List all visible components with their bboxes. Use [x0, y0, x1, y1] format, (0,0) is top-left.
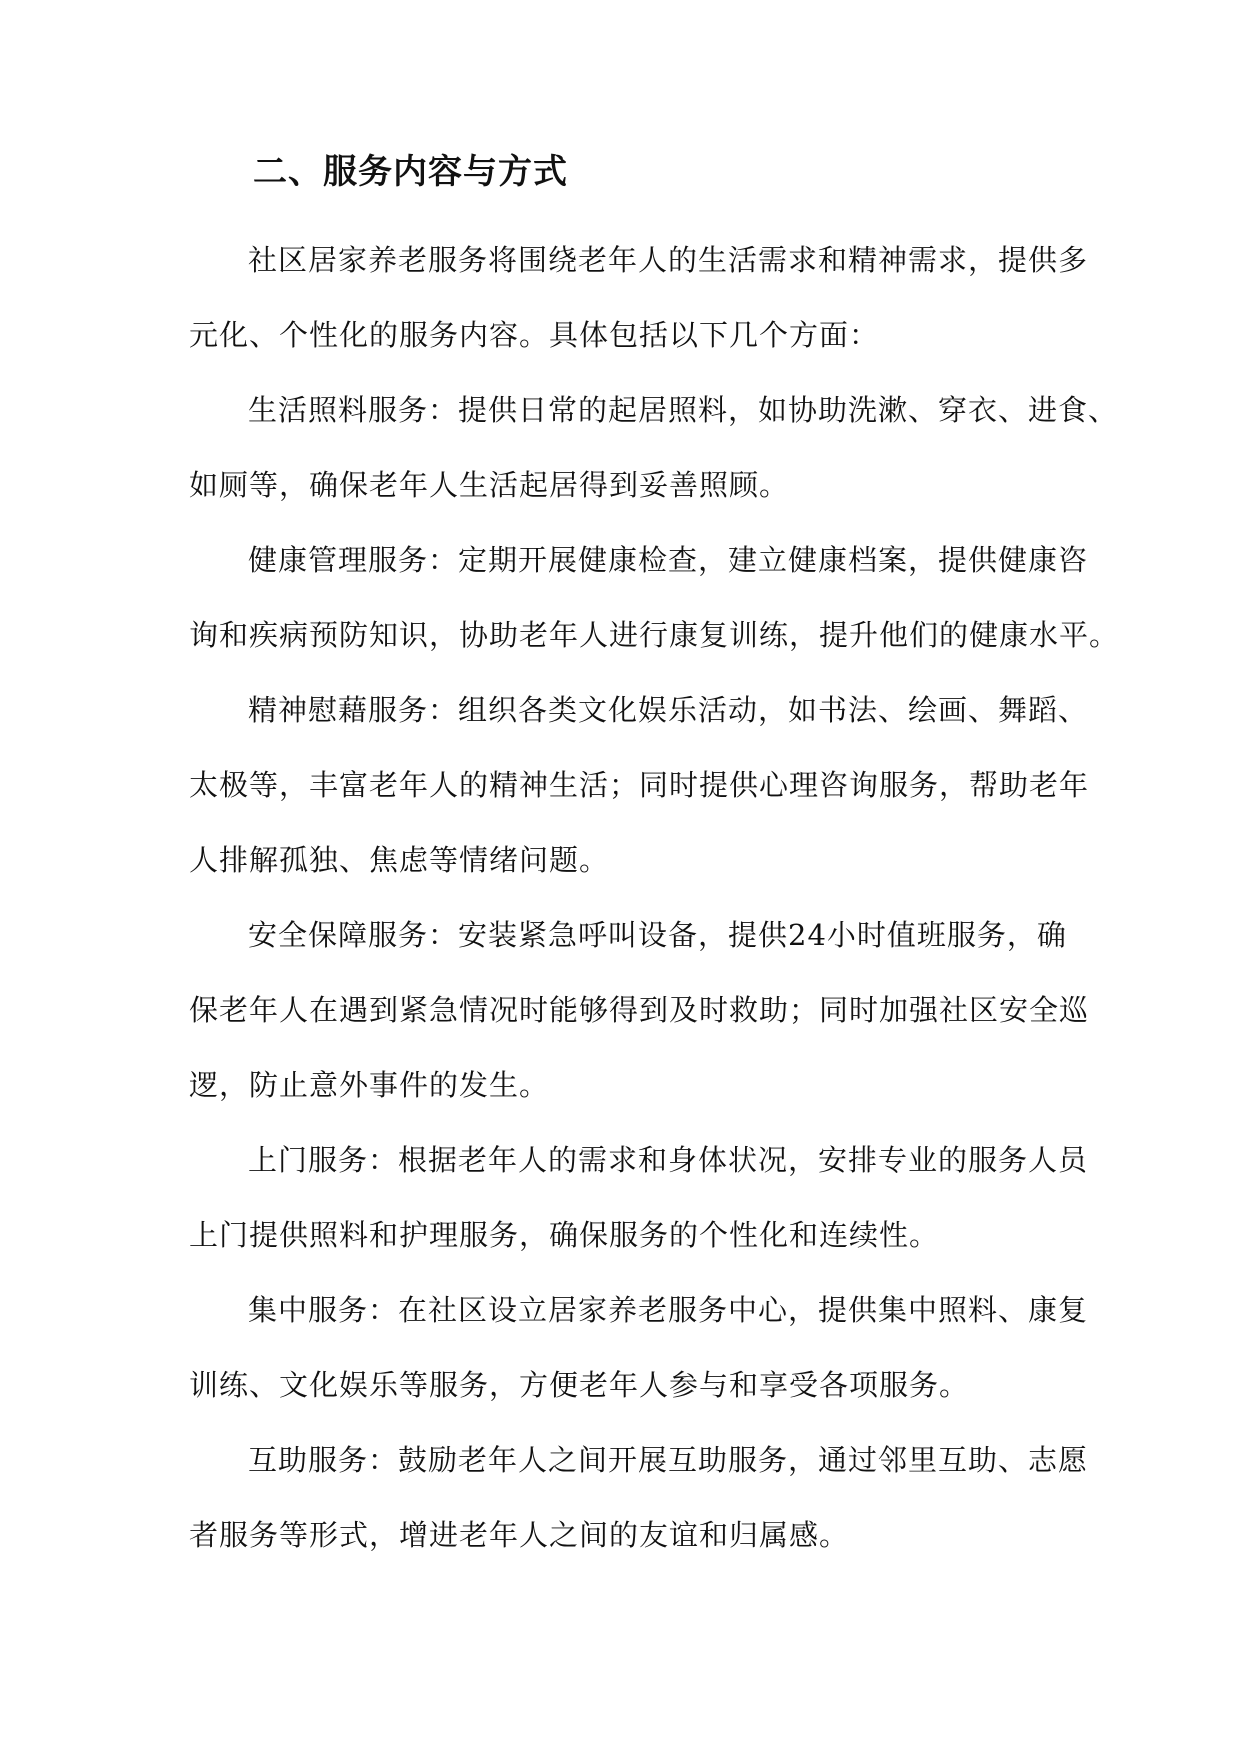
paragraph-line: 互助服务：鼓励老年人之间开展互助服务，通过邻里互助、志愿 [248, 1443, 1089, 1477]
paragraph-line: 训练、文化娱乐等服务，方便老年人参与和享受各项服务。 [189, 1368, 970, 1402]
section-heading: 二、服务内容与方式 [253, 152, 568, 192]
paragraph-line: 生活照料服务：提供日常的起居照料，如协助洗漱、穿衣、进食、 [248, 393, 1119, 427]
paragraph-line: 保老年人在遇到紧急情况时能够得到及时救助；同时加强社区安全巡 [189, 993, 1090, 1027]
paragraph-line: 健康管理服务：定期开展健康检查，建立健康档案，提供健康咨 [248, 543, 1089, 577]
paragraph-line: 如厕等，确保老年人生活起居得到妥善照顾。 [189, 468, 790, 502]
paragraph-line: 太极等，丰富老年人的精神生活；同时提供心理咨询服务，帮助老年 [189, 768, 1090, 802]
paragraph-line: 人排解孤独、焦虑等情绪问题。 [189, 843, 610, 877]
paragraph-line: 精神慰藉服务：组织各类文化娱乐活动，如书法、绘画、舞蹈、 [248, 693, 1089, 727]
paragraph-line: 逻，防止意外事件的发生。 [189, 1068, 550, 1102]
paragraph-line: 社区居家养老服务将围绕老年人的生活需求和精神需求，提供多 [248, 243, 1089, 277]
paragraph-line: 者服务等形式，增进老年人之间的友谊和归属感。 [189, 1518, 850, 1552]
paragraph-line: 安全保障服务：安装紧急呼叫设备，提供24小时值班服务，确 [248, 918, 1067, 952]
paragraph-line: 询和疾病预防知识，协助老年人进行康复训练，提升他们的健康水平。 [189, 618, 1120, 652]
paragraph-line: 上门服务：根据老年人的需求和身体状况，安排专业的服务人员 [248, 1143, 1089, 1177]
paragraph-line: 上门提供照料和护理服务，确保服务的个性化和连续性。 [189, 1218, 940, 1252]
paragraph-line: 元化、个性化的服务内容。具体包括以下几个方面： [189, 318, 880, 352]
paragraph-line: 集中服务：在社区设立居家养老服务中心，提供集中照料、康复 [248, 1293, 1089, 1327]
